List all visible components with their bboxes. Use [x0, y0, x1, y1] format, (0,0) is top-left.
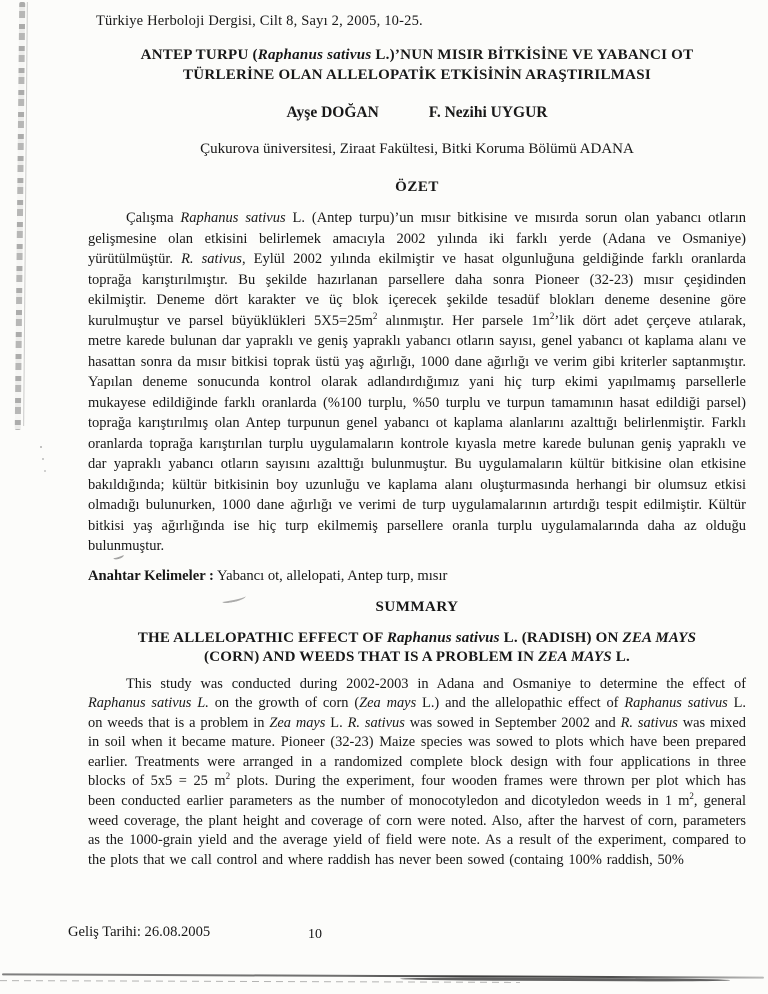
text-segment: ZEA MAYS: [538, 648, 612, 665]
text-segment: on the growth of corn (: [208, 695, 360, 712]
keywords-value: Yabancı ot, allelopati, Antep turp, mısır: [213, 567, 448, 584]
text-segment: L.)’NUN MISIR BİTKİSİNE VE YABANCI OT: [371, 47, 694, 63]
text-segment: (CORN) AND WEEDS THAT IS A PROBLEM IN: [204, 648, 539, 665]
author-name-2: F. Nezihi UYGUR: [428, 104, 548, 121]
article-title-en-line1: [88, 629, 746, 648]
journal-header: Türkiye Herboloji Dergisi, Cilt 8, Sayı 2, 2005, 10-25.: [96, 13, 423, 29]
text-segment: , general weed coverage, the plant height and coverage of corn were noted. Also, after the harvest of corn, parameters as the 1000-grain yield and the average yield of field were note. As a result of the experiment, compared to the plots that we call control and where raddish has never been sowed (containg 100% raddish, 50%: [88, 793, 746, 868]
text-segment: R. sativus: [620, 714, 678, 731]
summary-heading: SUMMARY: [375, 598, 459, 615]
scan-artifact-bottom-line: [0, 980, 520, 983]
text-segment: L. on weeds that is a problem in: [88, 695, 746, 731]
text-segment: 2: [372, 310, 378, 321]
text-segment: L.: [325, 714, 348, 731]
text-segment: L.: [611, 648, 630, 665]
affiliation: Çukurova üniversitesi, Ziraat Fakültesi, Bitki Koruma Bölümü ADANA: [200, 141, 634, 157]
text-segment: Raphanus sativus: [624, 695, 728, 712]
text-segment: 2: [689, 791, 694, 802]
text-segment: , Eylül 2002 yılında ekilmiştir ve hasat olgunluğuna geldiğinde farklı oranlarda toprağa karıştırılmıştır. Bu şekilde hazırlanan parsellere daha sonra Pioneer (32-23) mısır çeşidinden ekilmiştir. Deneme dört karakter ve üç blok içerecek şekilde tesadüf blokları deneme desenine göre kurulmuştur ve parsel büyüklükleri 5X5=25m: [88, 251, 746, 329]
text-segment: Zea mays: [269, 714, 326, 731]
text-segment: L. (Antep turpu)’un mısır bitkisine ve mısırda sorun olan yabancı otların gelişmesine olan etkisini belirlemek amacıyla 2002 yılında iki farklı yerde (Adana ve Osmaniye) yürütülmüştür.: [88, 210, 747, 267]
text-segment: THE ALLELOPATHIC EFFECT OF: [137, 629, 387, 646]
article-title-tr-line1: [88, 45, 746, 65]
text-segment: alınmıştır. Her parsele 1m: [377, 312, 550, 329]
text-segment: 2: [549, 310, 555, 321]
summary-paragraph: [88, 675, 746, 871]
text-segment: L.) and the allelopathic effect of: [416, 695, 625, 712]
article-title-en-line2: [88, 648, 746, 667]
received-date: Geliş Tarihi: 26.08.2005: [68, 924, 211, 940]
text-segment: Raphanus sativus: [180, 210, 286, 226]
text-segment: R. sativus: [347, 714, 405, 731]
text-segment: TÜRLERİNE OLAN ALLELOPATİK ETKİSİNİN ARAŞTIRILMASI: [183, 67, 651, 83]
scan-speck: [40, 446, 42, 448]
article-title-tr-line2: [88, 65, 746, 85]
keywords-label: Anahtar Kelimeler :: [88, 567, 214, 584]
text-segment: was mixed in soil when it became mature. Pioneer (32-23) Maize species was sowed to plots which have been prepared earlier. Treatments were arranged in a randomized complete block design with four applications in three blocks of 5x5 = 25 m: [88, 714, 746, 790]
text-segment: 2: [225, 771, 231, 782]
authors-row: [88, 104, 746, 122]
author-name-1: Ayşe DOĞAN: [286, 104, 379, 121]
text-segment: ’lik dört adet çerçeve atılarak, metre karede bulunan dar yapraklı ve geniş yapraklı yabancı otların sayısı, genel yabancı ot kaplama alanı ve hasattan sonra da mısır bitkisi toprak üstü yaş ağırlığı, 1000 dane ağırlığı ve verim gibi kriterler saptanmıştır. Yapılan deneme sonucunda kontrol olarak adlandırdığımız yani hiç turp ekimi yapılmamış parsellerle mukayese edildiğinde farklı oranlarda (%100 turplu, %50 turplu ve turpun tamamının hasat edildiği parsel) toprağa karıştırılmış olan Antep turpunun genel yabancı ot kaplama alanlarını azalttığı belirlenmiştir. Farklı oranlarda toprağa karıştırılan turplu uygulamaların kontrole kıyasla metre karede bulunan geniş yapraklı ve dar yapraklı yabancı otların sayısını azalttığı bulunmuştur. Bu uygulamaların kültür bitkisine olan etkisine bakıldığında; kültür bitkisinin boy uzunluğu ve kaplama alanı oluşturmasında herhangi bir olumsuz etkisi olmadığı bulunurken, 1000 dane ağırlığı ve verimi de turp uygulamalarının artırdığı tespit edilmiştir. Kültür bitkisi yaş ağırlığında ise hiç turp ekilmemiş parsellere oranla turplu uygulamalarında daha az olduğu bulunmuştur.: [88, 312, 746, 554]
page-number: 10: [308, 927, 322, 942]
text-segment: ZEA MAYS: [622, 629, 697, 646]
text-segment: Çalışma: [126, 210, 181, 226]
text-segment: Raphanus sativus: [386, 629, 500, 646]
text-segment: ANTEP TURPU (: [140, 47, 258, 63]
text-segment: was sowed in September 2002 and: [404, 714, 621, 731]
article-title-en: [88, 629, 746, 667]
article-title-tr: [88, 45, 746, 85]
text-segment: Raphanus sativus L.: [88, 695, 209, 712]
text-segment: Zea mays: [359, 695, 417, 712]
text-segment: This study was conducted during 2002-2003 in Adana and Osmaniye to determine the effect of: [126, 675, 746, 692]
text-segment: plots. During the experiment, four wooden frames were thrown per plot which has been conducted earlier parameters as the number of monocotyledon and dicotyledon weeds in 1 m: [88, 773, 746, 810]
text-segment: L. (RADISH) ON: [499, 629, 623, 646]
ozet-paragraph: [88, 208, 746, 557]
page-content: [88, 0, 746, 870]
keywords-line: [88, 568, 746, 585]
text-segment: R. sativus: [181, 251, 242, 267]
ozet-heading: ÖZET: [395, 179, 439, 195]
text-segment: Raphanus sativus: [257, 47, 372, 63]
